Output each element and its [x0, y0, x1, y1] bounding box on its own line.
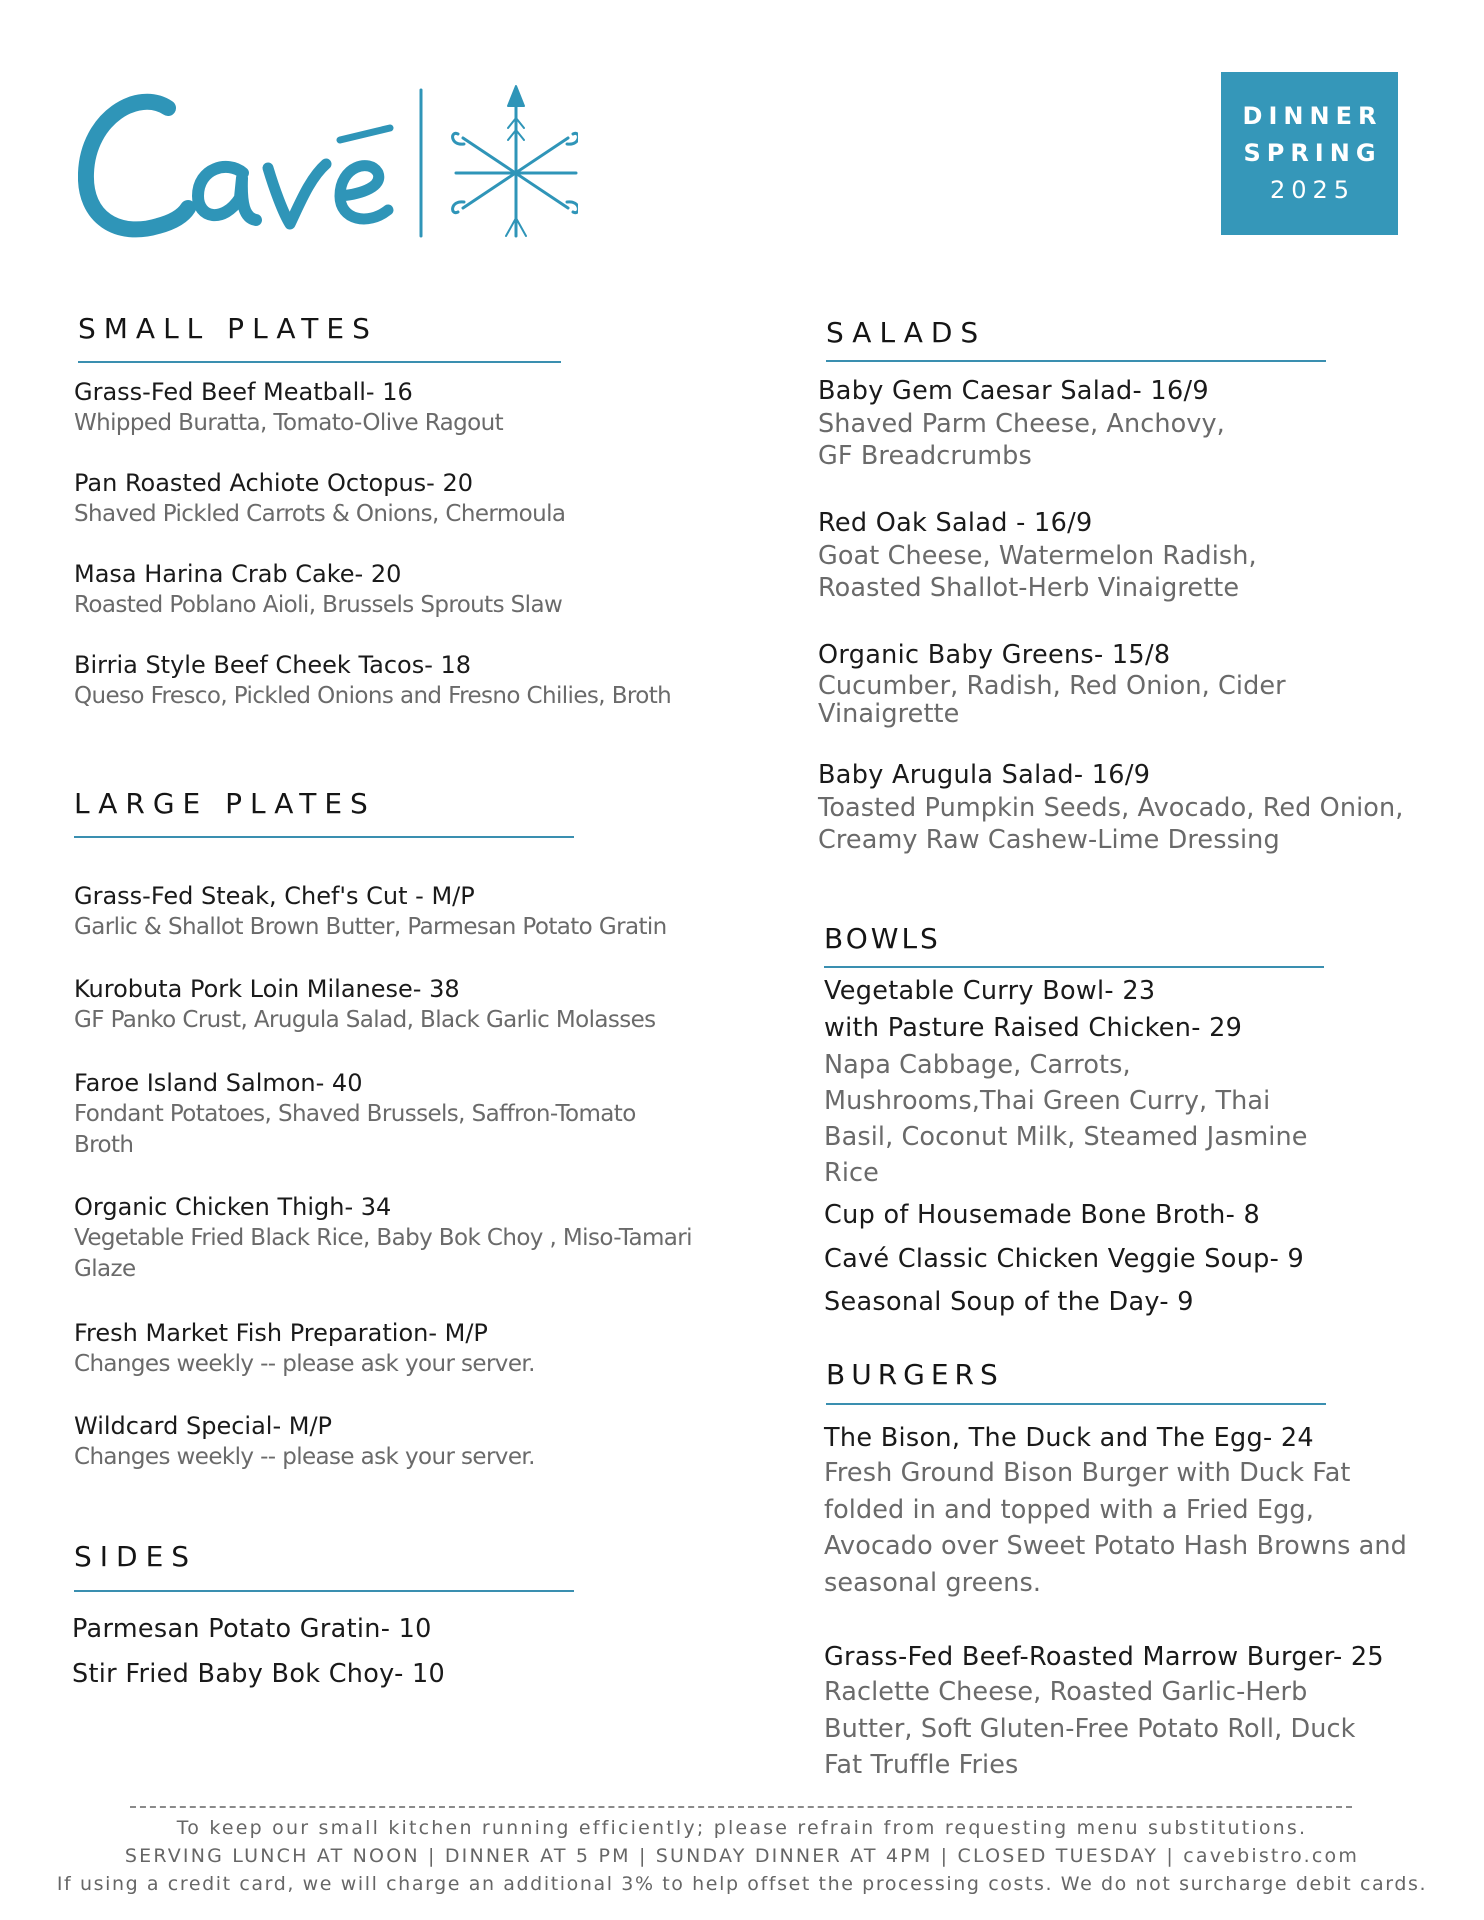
item-desc: Cucumber, Radish, Red Onion, Cider Vinaigrette [818, 671, 1286, 729]
item-name: Grass-Fed Beef-Roasted Marrow Burger- 25 [824, 1642, 1384, 1672]
burgers-title: BURGERS [826, 1358, 1004, 1391]
item-desc: Napa Cabbage, Carrots, Mushrooms,Thai Green Curry, Thai Basil, Coconut Milk, Steamed Jasmine Rice [824, 1050, 1308, 1188]
small-plates-rule [78, 361, 561, 363]
soup-item: Seasonal Soup of the Day- 9 [824, 1287, 1194, 1317]
soup-item: Cup of Housemade Bone Broth- 8 [824, 1200, 1261, 1230]
item-desc: Fondant Potatoes, Shaved Brussels, Saffron-Tomato Broth [74, 1101, 636, 1158]
menu-item [74, 1411, 674, 1473]
menu-item [74, 974, 674, 1036]
item-name: Baby Gem Caesar Salad- 16/9 [818, 376, 1209, 406]
item-name: Organic Chicken Thigh- 34 [74, 1193, 392, 1221]
footer-note: To keep our small kitchen running efficiently; please refrain from requesting menu substitutions. [176, 1817, 1308, 1839]
item-name: Grass-Fed Steak, Chef's Cut - M/P [74, 882, 475, 910]
sides-rule [74, 1590, 574, 1592]
logo-artwork [78, 78, 578, 248]
badge-line-dinner: DINNER [1242, 102, 1383, 130]
bowls-rule [824, 966, 1324, 968]
item-desc: Raclette Cheese, Roasted Garlic-Herb Butter, Soft Gluten-Free Potato Roll, Duck Fat Truffle Fries [824, 1677, 1356, 1780]
brand-logo [78, 78, 578, 248]
menu-badge [1221, 72, 1398, 235]
menu-item [824, 1640, 1414, 1784]
item-desc: Roasted Poblano Aioli, Brussels Sprouts Slaw [74, 592, 563, 618]
menu-item [818, 638, 1378, 728]
menu-item [74, 377, 634, 439]
item-name: Faroe Island Salmon- 40 [74, 1069, 363, 1097]
menu-item [74, 468, 634, 530]
burgers-rule [826, 1403, 1326, 1405]
item-name: Red Oak Salad - 16/9 [818, 508, 1093, 538]
menu-item [818, 506, 1378, 604]
menu-item [74, 650, 674, 712]
item-name: Grass-Fed Beef Meatball- 16 [74, 378, 413, 406]
side-item: Stir Fried Baby Bok Choy- 10 [72, 1659, 446, 1689]
item-desc: GF Panko Crust, Arugula Salad, Black Garlic Molasses [74, 1007, 656, 1033]
item-addon: with Pasture Raised Chicken- 29 [824, 1013, 1243, 1043]
item-name: Wildcard Special- M/P [74, 1412, 333, 1440]
item-name: Pan Roasted Achiote Octopus- 20 [74, 469, 473, 497]
item-desc: Goat Cheese, Watermelon Radish, Roasted Shallot-Herb Vinaigrette [818, 541, 1257, 603]
menu-item [74, 1068, 674, 1161]
item-desc: Queso Fresco, Pickled Onions and Fresno Chilies, Broth [74, 683, 672, 709]
item-name: Baby Arugula Salad- 16/9 [818, 760, 1151, 790]
item-desc: Whipped Buratta, Tomato-Olive Ragout [74, 410, 503, 436]
item-name: Fresh Market Fish Preparation- M/P [74, 1319, 488, 1347]
menu-item [824, 1421, 1414, 1601]
item-desc: Shaved Parm Cheese, Anchovy, GF Breadcrumbs [818, 409, 1225, 471]
item-desc: Garlic & Shallot Brown Butter, Parmesan Potato Gratin [74, 914, 667, 940]
menu-item [74, 881, 674, 943]
salads-rule [826, 360, 1326, 362]
menu-item [824, 973, 1384, 1191]
menu-item [74, 559, 634, 621]
salads-title: SALADS [826, 316, 987, 349]
item-desc: Changes weekly -- please ask your server. [74, 1351, 535, 1377]
side-item: Parmesan Potato Gratin- 10 [72, 1614, 432, 1644]
footer-surcharge: If using a credit card, we will charge an additional 3% to help offset the processing costs. We do not surcharge debit cards. [56, 1873, 1428, 1895]
sides-title: SIDES [74, 1540, 198, 1573]
badge-line-season: SPRING [1243, 139, 1382, 167]
item-desc: Toasted Pumpkin Seeds, Avocado, Red Onion, Creamy Raw Cashew-Lime Dressing [818, 793, 1404, 855]
item-name: Kurobuta Pork Loin Milanese- 38 [74, 975, 460, 1003]
item-name: Birria Style Beef Cheek Tacos- 18 [74, 651, 472, 679]
menu-item [74, 1192, 714, 1285]
soup-item: Cavé Classic Chicken Veggie Soup- 9 [824, 1244, 1305, 1274]
menu-item [818, 374, 1378, 472]
large-plates-rule [74, 836, 574, 838]
item-name: Masa Harina Crab Cake- 20 [74, 560, 402, 588]
item-desc: Vegetable Fried Black Rice, Baby Bok Choy , Miso-Tamari Glaze [74, 1225, 692, 1282]
badge-line-year: 2025 [1269, 176, 1356, 204]
footer-divider [130, 1806, 1352, 1808]
item-name: Organic Baby Greens- 15/8 [818, 640, 1171, 670]
item-name: Vegetable Curry Bowl- 23 [824, 976, 1156, 1006]
item-name: The Bison, The Duck and The Egg- 24 [824, 1423, 1314, 1453]
small-plates-title: SMALL PLATES [78, 312, 378, 345]
menu-item [74, 1318, 674, 1380]
item-desc: Shaved Pickled Carrots & Onions, Chermoula [74, 501, 566, 527]
item-desc: Changes weekly -- please ask your server. [74, 1444, 535, 1470]
large-plates-title: LARGE PLATES [74, 787, 376, 820]
item-desc: Fresh Ground Bison Burger with Duck Fat folded in and topped with a Fried Egg, Avocado over Sweet Potato Hash Browns and seasonal greens. [824, 1458, 1407, 1598]
menu-item [818, 758, 1418, 856]
bowls-title: BOWLS [824, 922, 941, 955]
footer-hours: SERVING LUNCH AT NOON | DINNER AT 5 PM | SUNDAY DINNER AT 4PM | CLOSED TUESDAY | cavebistro.com [124, 1845, 1360, 1867]
